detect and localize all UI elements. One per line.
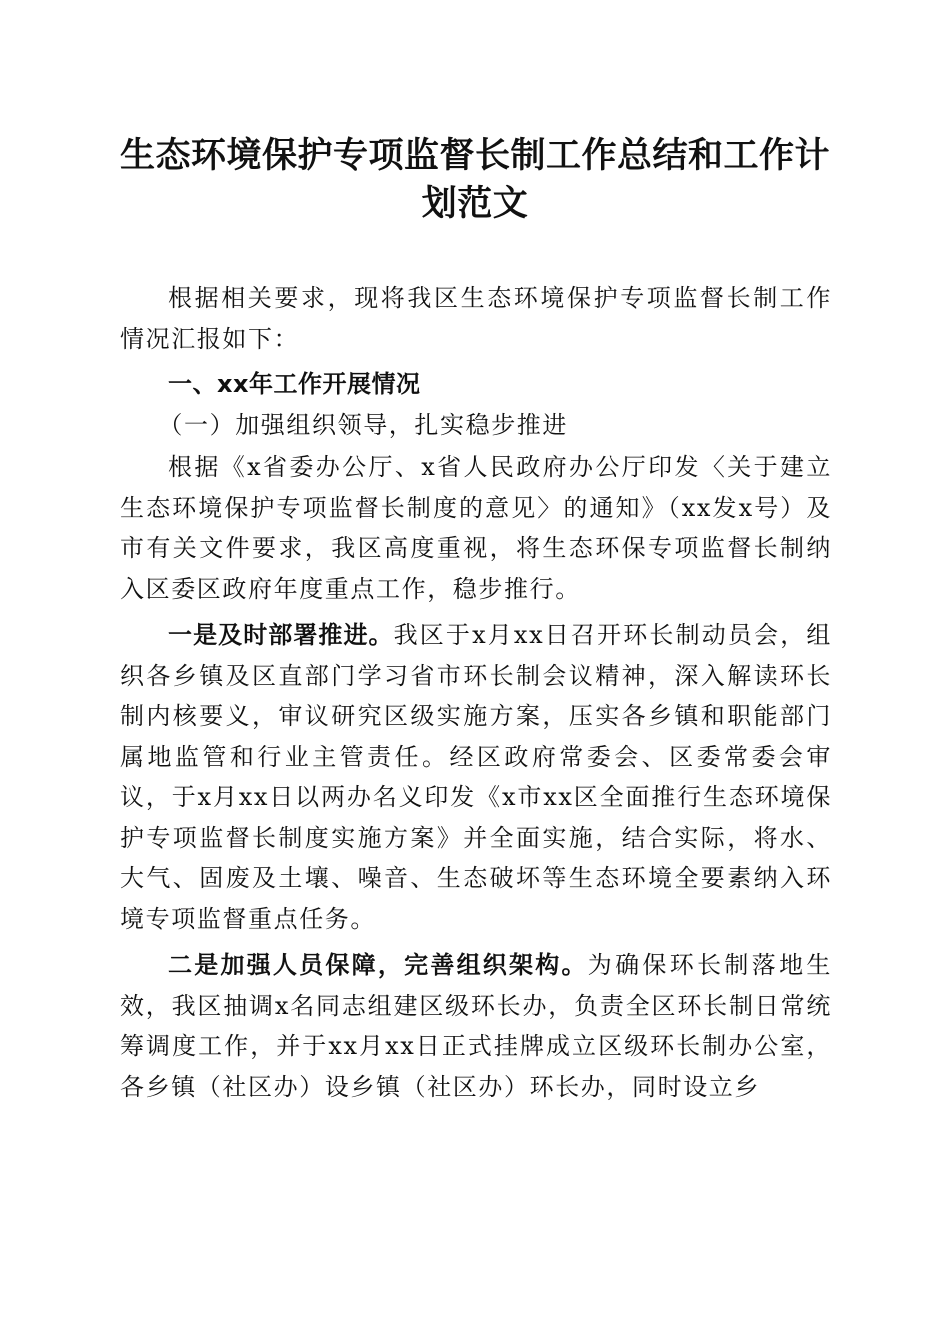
point-one-lead: 一是及时部署推进。	[168, 621, 394, 649]
subsection-heading: （一）加强组织领导，扎实稳步推进	[158, 410, 568, 439]
document-title-line-2: 划范文	[421, 184, 529, 224]
document-title	[100, 132, 850, 228]
document-body	[120, 278, 832, 1113]
point-one-paragraph	[120, 615, 832, 939]
point-two-lead: 二是加强人员保障，完善组织架构。	[168, 951, 588, 979]
intro-paragraph: 根据相关要求，现将我区生态环境保护专项监督长制工作情况汇报如下：	[120, 284, 832, 353]
point-one-text: 我区于x月xx日召开环长制动员会，组织各乡镇及区直部门学习省市环长制会议精神，深入解读环长制内核要义，审议研究区级实施方案，压实各乡镇和职能部门属地监管和行业主管责任。经区政府常委会、区委常委会审议，于x月xx日以两办名义印发《x市xx区全面推行生态环境保护专项监督长制度实施方案》并全面实施，结合实际，将水、大气、固废及土壤、噪音、生态破坏等生态环境全要素纳入环境专项监督重点任务。	[120, 621, 833, 933]
document-title-line-1: 生态环境保护专项监督长制工作总结和工作计	[119, 136, 830, 176]
section-heading: 一、xx年工作开展情况	[168, 370, 421, 398]
point-two-paragraph	[120, 945, 832, 1107]
policy-paragraph: 根据《x省委办公厅、x省人民政府办公厅印发〈关于建立生态环境保护专项监督长制度的意见〉的通知》（xx发x号）及市有关文件要求，我区高度重视，将生态环保专项监督长制纳入区委区政府年度重点工作，稳步推行。	[120, 453, 832, 603]
point-two-text: 为确保环长制落地生效，我区抽调x名同志组建区级环长办，负责全区环长制日常统筹调度工作，并于xx月xx日正式挂牌成立区级环长制办公室，各乡镇（社区办）设乡镇（社区办）环长办，同时设立乡	[120, 951, 832, 1101]
